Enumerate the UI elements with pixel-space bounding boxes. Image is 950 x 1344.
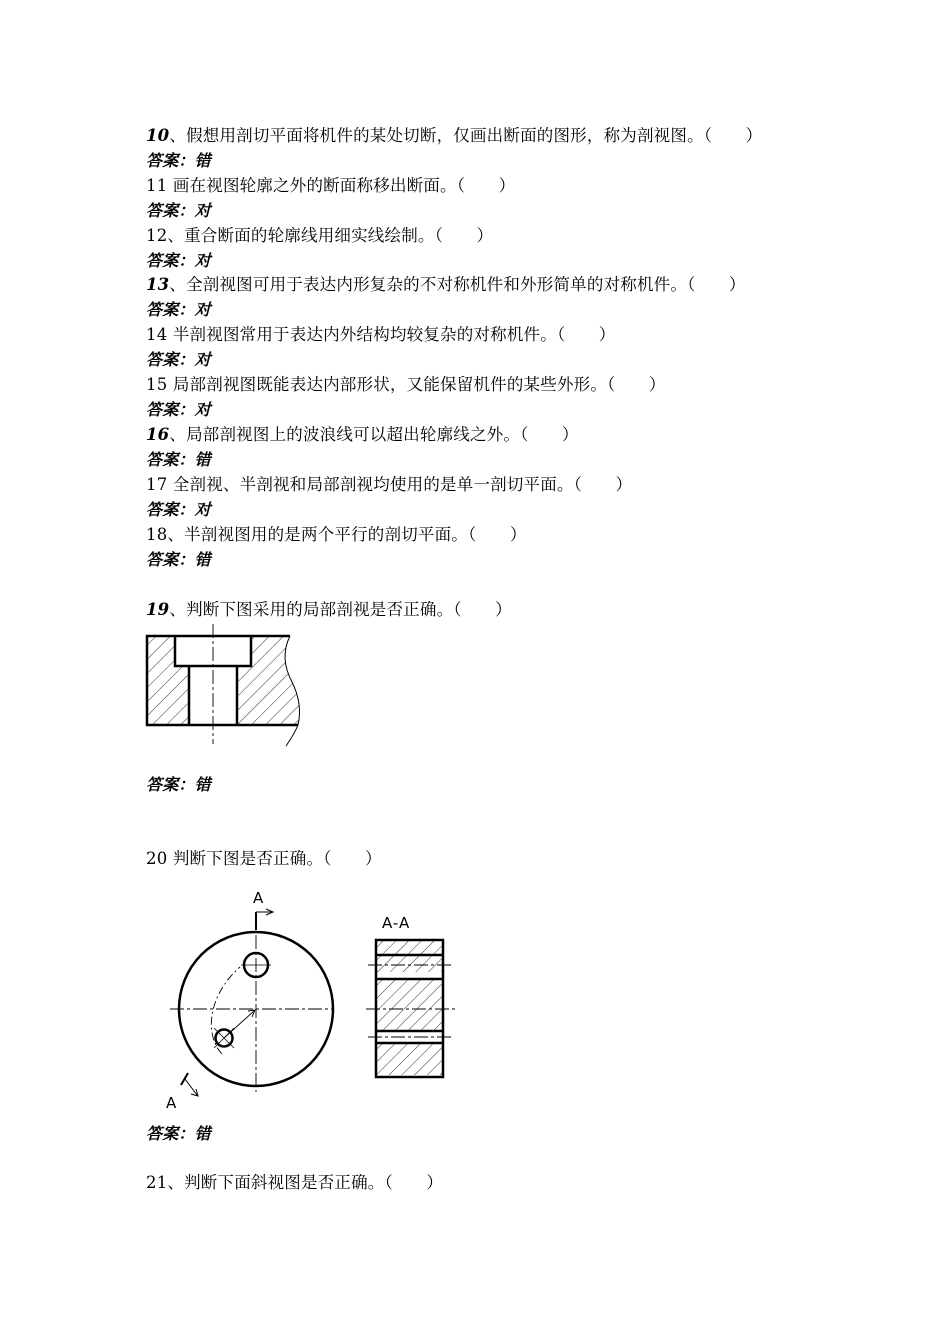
answer-prefix: 答案： [146,500,195,519]
question-number: 15 [146,375,168,394]
answer-prefix: 答案： [146,450,195,469]
question-text: 、判断下面斜视图是否正确。（ ） [167,1173,444,1192]
answer-value: 对 [194,201,211,220]
answer-prefix: 答案： [146,400,195,419]
question-number: 20 [146,849,168,868]
question-number: 12 [146,226,168,245]
section-arrow-label-bottom: A [166,1094,177,1112]
circular-plate-drawing [160,880,480,1115]
answer-prefix: 答案： [146,251,195,270]
question-19 [146,599,512,621]
answer-10 [146,150,211,172]
question-text: 、全剖视图可用于表达内形复杂的不对称机件和外形简单的对称机件。（ ） [169,275,746,294]
question-number: 10 [146,126,170,145]
answer-13 [146,299,211,321]
answer-prefix: 答案： [146,151,195,170]
answer-value: 错 [194,450,211,469]
answer-value: 错 [194,1124,211,1143]
question-20 [146,848,382,870]
question-number: 17 [146,475,168,494]
question-18 [146,524,527,546]
question-21 [146,1172,443,1194]
answer-19 [146,774,211,796]
question-text: 、局部剖视图上的波浪线可以超出轮廓线之外。（ ） [169,425,579,444]
question-10 [146,125,762,147]
answer-prefix: 答案： [146,1124,195,1143]
question-text: 、半剖视图用的是两个平行的剖切平面。（ ） [167,525,527,544]
answer-value: 错 [194,775,211,794]
answer-value: 对 [194,251,211,270]
question-number: 13 [146,275,170,294]
answer-prefix: 答案： [146,201,195,220]
answer-prefix: 答案： [146,300,195,319]
answer-value: 对 [194,500,211,519]
answer-20 [146,1123,211,1145]
answer-12 [146,250,211,272]
partial-section-drawing [140,620,310,750]
answer-value: 对 [194,300,211,319]
answer-value: 错 [194,550,211,569]
answer-14 [146,349,211,371]
question-11 [146,175,515,197]
question-12 [146,225,493,247]
answer-17 [146,499,211,521]
question-14 [146,324,616,346]
answer-11 [146,200,211,222]
section-view-label: A-A [382,914,411,932]
question-number: 21 [146,1173,168,1192]
question-15 [146,374,666,396]
question-text: 、重合断面的轮廓线用细实线绘制。（ ） [167,226,494,245]
section-arrow-label-top: A [253,889,264,907]
question-text: 全剖视、半剖视和局部剖视均使用的是单一剖切平面。（ ） [167,475,633,494]
question-number: 11 [146,176,168,195]
question-16 [146,424,579,446]
question-17 [146,474,632,496]
answer-value: 错 [194,151,211,170]
answer-15 [146,399,211,421]
answer-value: 对 [194,350,211,369]
question-number: 19 [146,600,170,619]
answer-18 [146,549,211,571]
question-text: 、判断下图采用的局部剖视是否正确。（ ） [169,600,512,619]
question-text: 半剖视图常用于表达内外结构均较复杂的对称机件。（ ） [167,325,616,344]
question-text: 判断下图是否正确。（ ） [167,849,382,868]
answer-prefix: 答案： [146,350,195,369]
question-number: 14 [146,325,168,344]
answer-prefix: 答案： [146,775,195,794]
question-number: 18 [146,525,168,544]
question-text: 、假想用剖切平面将机件的某处切断，仅画出断面的图形，称为剖视图。（ ） [169,126,763,145]
question-13 [146,274,746,296]
answer-16 [146,449,211,471]
question-text: 画在视图轮廓之外的断面称移出断面。（ ） [167,176,516,195]
answer-value: 对 [194,400,211,419]
question-number: 16 [146,425,170,444]
answer-prefix: 答案： [146,550,195,569]
question-text: 局部剖视图既能表达内部形状，又能保留机件的某些外形。（ ） [167,375,666,394]
